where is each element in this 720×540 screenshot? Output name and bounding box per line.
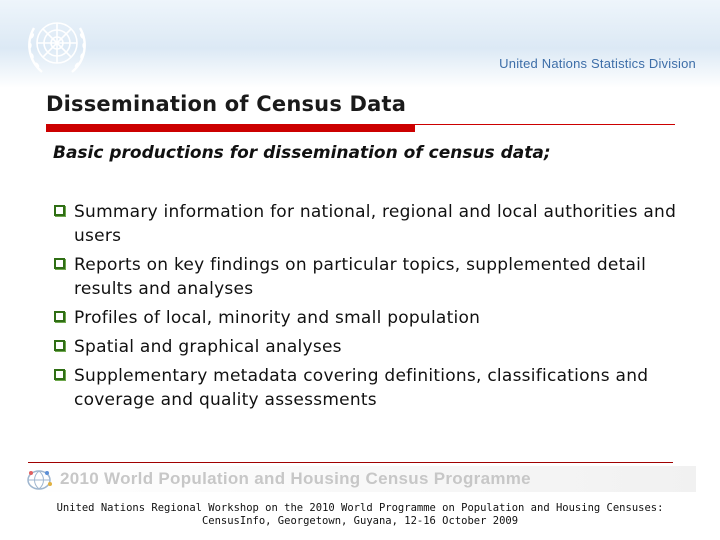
division-label: United Nations Statistics Division <box>499 56 696 71</box>
slide-subtitle: Basic productions for dissemination of census data; <box>53 143 551 163</box>
bullet-item <box>54 335 694 359</box>
title-underline-thin <box>415 124 675 125</box>
slide-title: Dissemination of Census Data <box>46 92 407 116</box>
globe-figures-icon <box>24 467 54 491</box>
checkbox-square-icon <box>54 205 65 216</box>
header-band <box>0 0 720 88</box>
checkbox-square-icon <box>54 258 65 269</box>
title-underline-thick <box>46 124 415 132</box>
un-emblem-icon <box>20 8 94 82</box>
bullet-text: Spatial and graphical analyses <box>74 337 342 357</box>
footer-caption <box>0 502 720 528</box>
bullet-text: Summary information for national, regional and local authorities and users <box>74 202 677 246</box>
footer-caption-line2: CensusInfo, Georgetown, Guyana, 12-16 October 2009 <box>201 515 519 527</box>
bullet-text: Profiles of local, minority and small population <box>74 308 481 328</box>
checkbox-square-icon <box>54 311 65 322</box>
bullet-text: Reports on key findings on particular topics, supplemented detail results and analyses <box>74 255 647 299</box>
bullet-item <box>54 364 694 412</box>
checkbox-square-icon <box>54 369 65 380</box>
programme-banner-text: 2010 World Population and Housing Census Programme <box>60 469 531 488</box>
bullet-item <box>54 306 694 330</box>
footer-divider <box>28 462 673 463</box>
bullet-item <box>54 200 694 248</box>
bullet-item <box>54 253 694 301</box>
checkbox-square-icon <box>54 340 65 351</box>
bullet-list <box>54 200 694 417</box>
footer-caption-line1: United Nations Regional Workshop on the 2010 World Programme on Population and Housing Censuses: <box>56 502 664 514</box>
programme-banner <box>22 466 696 492</box>
bullet-text: Supplementary metadata covering definitions, classifications and coverage and quality assessments <box>74 366 649 410</box>
